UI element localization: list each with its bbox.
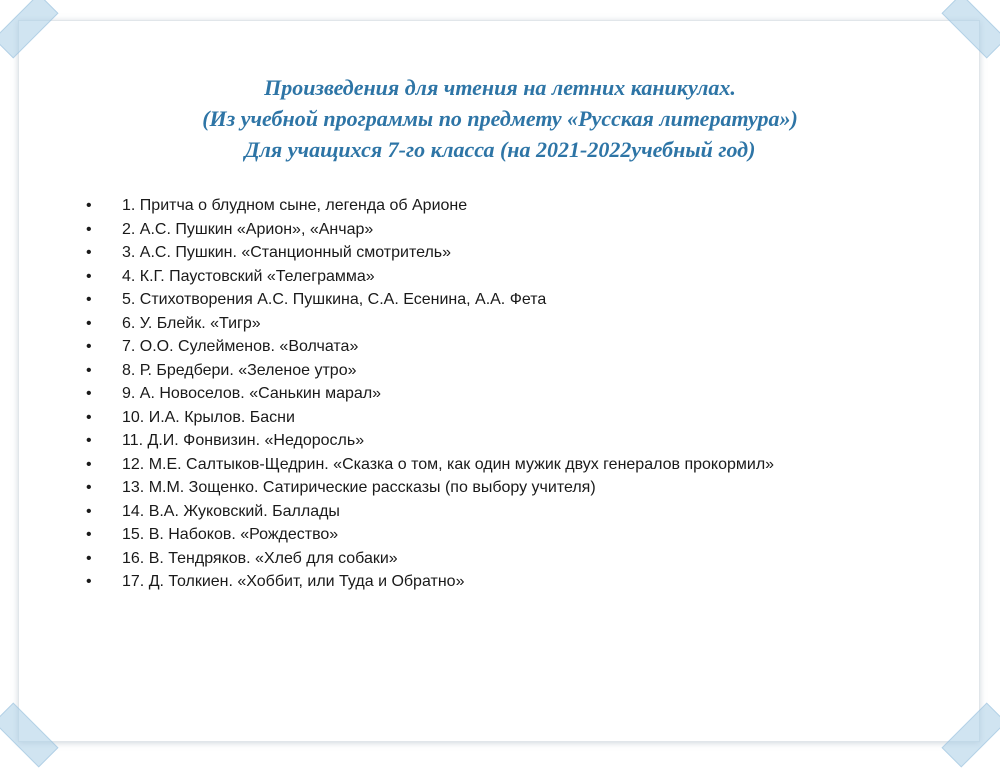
list-item <box>86 429 774 453</box>
list-item <box>86 453 774 477</box>
list-item-text: 3. А.С. Пушкин. «Станционный смотритель» <box>122 244 452 261</box>
list-item-text: 8. Р. Бредбери. «Зеленое утро» <box>122 361 357 379</box>
list-item-text: 5. Стихотворения А.С. Пушкина, С.А. Есенина, А.А. Фета <box>122 291 547 308</box>
list-item <box>86 406 774 430</box>
reading-list <box>86 194 774 594</box>
bullet-icon: • <box>86 267 92 285</box>
list-item-text: 14. В.А. Жуковский. Баллады <box>122 502 340 520</box>
list-item-text: 15. В. Набоков. «Рождество» <box>122 526 339 543</box>
list-item-text: 6. У. Блейк. «Тигр» <box>122 314 261 332</box>
bullet-icon: • <box>86 314 92 332</box>
bullet-icon: • <box>86 338 92 355</box>
list-item <box>86 218 774 242</box>
list-item-text: 16. В. Тендряков. «Хлеб для собаки» <box>122 549 398 567</box>
list-item-text: 9. А. Новоселов. «Санькин марал» <box>122 385 382 402</box>
bullet-icon: • <box>86 432 92 449</box>
list-item <box>86 265 774 289</box>
list-item <box>86 523 774 547</box>
list-item-text: 7. О.О. Сулейменов. «Волчата» <box>122 338 359 355</box>
bullet-icon: • <box>86 408 92 426</box>
bullet-icon: • <box>86 526 92 543</box>
list-item-text: 2. А.С. Пушкин «Арион», «Анчар» <box>122 220 374 238</box>
list-item <box>86 241 774 265</box>
list-item <box>86 288 774 312</box>
title-line-2: (Из учебной программы по предмету «Русская литература») <box>202 106 798 131</box>
list-item <box>86 194 774 218</box>
bullet-icon: • <box>86 479 92 496</box>
list-item <box>86 382 774 406</box>
list-item-text: 1. Притча о блудном сыне, легенда об Арионе <box>122 197 468 214</box>
list-item <box>86 547 774 571</box>
title-line-3: Для учащихся 7-го класса (на 2021-2022учебный год) <box>244 137 756 162</box>
list-item <box>86 476 774 500</box>
list-item <box>86 570 774 594</box>
bullet-icon: • <box>86 220 92 238</box>
list-item-text: 10. И.А. Крылов. Басни <box>122 408 295 426</box>
bullet-icon: • <box>86 549 92 567</box>
bullet-icon: • <box>86 244 92 261</box>
list-item <box>86 359 774 383</box>
list-item-text: 13. М.М. Зощенко. Сатирические рассказы (по выбору учителя) <box>122 479 596 496</box>
bullet-icon: • <box>86 573 92 590</box>
bullet-icon: • <box>86 455 92 473</box>
list-item-text: 17. Д. Толкиен. «Хоббит, или Туда и Обратно» <box>122 573 465 590</box>
bullet-icon: • <box>86 385 92 402</box>
page-title <box>0 72 1000 165</box>
bullet-icon: • <box>86 502 92 520</box>
list-item-text: 12. М.Е. Салтыков-Щедрин. «Сказка о том, как один мужик двух генералов прокормил» <box>122 455 775 473</box>
bullet-icon: • <box>86 361 92 379</box>
list-item <box>86 312 774 336</box>
list-item-text: 4. К.Г. Паустовский «Телеграмма» <box>122 267 375 285</box>
list-item-text: 11. Д.И. Фонвизин. «Недоросль» <box>122 432 365 449</box>
list-item <box>86 335 774 359</box>
bullet-icon: • <box>86 197 92 214</box>
bullet-icon: • <box>86 291 92 308</box>
list-item <box>86 500 774 524</box>
title-line-1: Произведения для чтения на летних каникулах. <box>264 75 736 100</box>
